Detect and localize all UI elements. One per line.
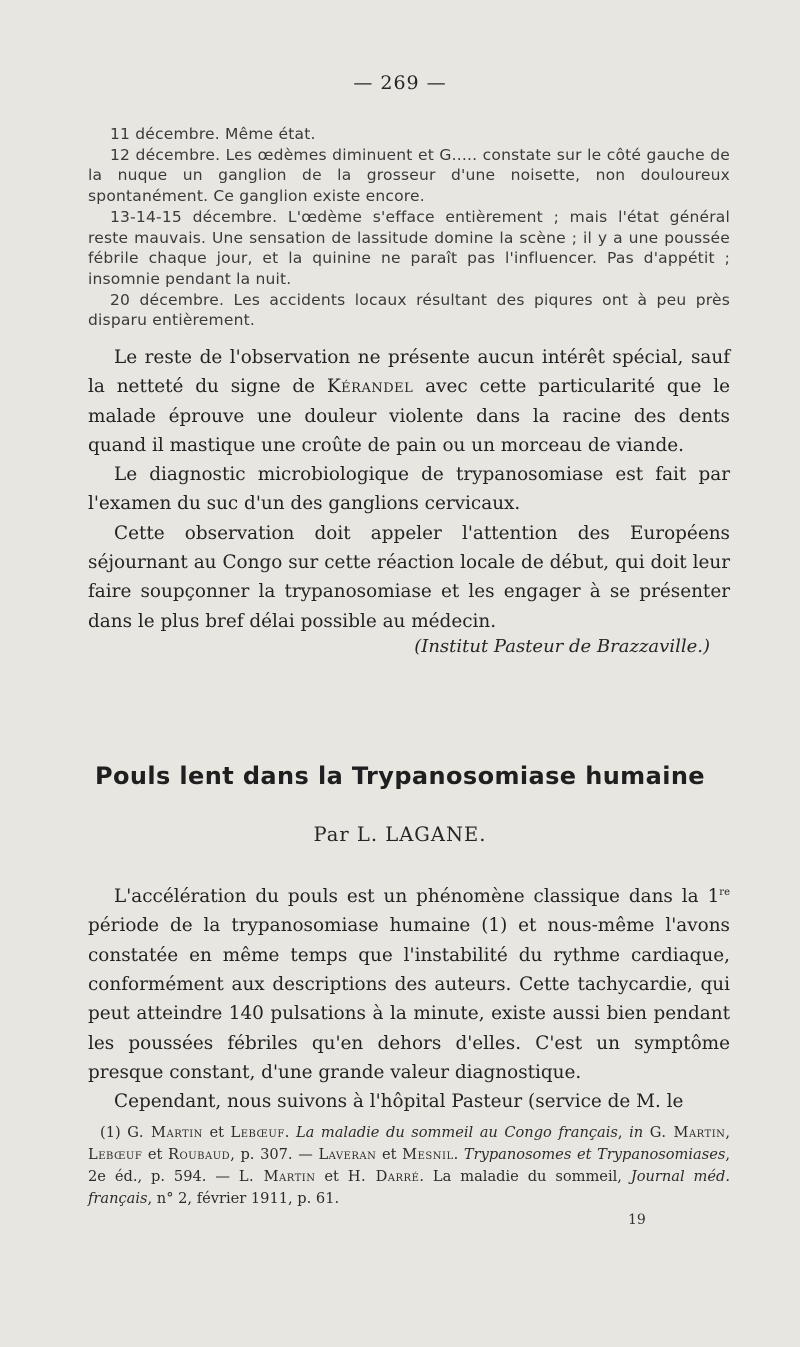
note-13-15-december: 13-14-15 décembre. L'œdème s'efface entièrement ; mais l'état général reste mauvais. Une sensation de lassitude domine la scène ; il y a une poussée fébrile chaque jour, et la quinine ne paraît pas l'influencer. Pas d'appétit ; insomnie pendant la nuit. (88, 207, 730, 288)
note-20-december: 20 décembre. Les accidents locaux résultant des piqures ont à peu près disparu entièrement. (88, 290, 730, 330)
observation-notes (88, 124, 730, 331)
article-paragraph-1: L'accélération du pouls est un phénomène classique dans la 1re période de la trypanosomiase humaine (1) et nous-même l'avons constatée en même temps que l'instabilité du rythme cardiaque, conformément aux descriptions des auteurs. Cette tachycardie, qui peut atteindre 140 pulsations à la minute, existe aussi bien pendant les poussées fébriles qu'en dehors d'elles. C'est un symptôme presque constant, d'une grande valeur diagnostique. (88, 886, 730, 1083)
article-paragraph-2: Cependant, nous suivons à l'hôpital Pasteur (service de M. le (114, 1091, 684, 1113)
conclusion-paragraph-3: Cette observation doit appeler l'attention des Européens séjournant au Congo sur cette réaction locale de début, qui doit leur faire soupçonner la trypanosomiase et les engager à se présenter dans le plus bref délai possible au médecin. (88, 522, 730, 632)
institution-signature: (Institut Pasteur de Brazzaville.) (414, 636, 710, 657)
signature-number: 19 (628, 1212, 646, 1228)
footnote: (1) G. Martin et Lebœuf. La maladie du sommeil au Congo français, in G. Martin, Lebœuf et Roubaud, p. 307. — Laveran et Mesnil. Trypanosomes et Trypanosomiases, 2e éd., p. 594. — L. Martin et H. Darré. La maladie du sommeil, Journal méd. français, n° 2, février 1911, p. 61. (88, 1124, 731, 1207)
conclusion-paragraph-1: Le reste de l'observation ne présente aucun intérêt spécial, sauf la netteté du signe de Kérandel avec cette particularité que le malade éprouve une douleur violente dans la racine des dents quand il mastique une croûte de pain ou un morceau de viande. (88, 347, 730, 456)
article-title: Pouls lent dans la Trypanosomiase humaine (95, 762, 705, 790)
note-12-december: 12 décembre. Les œdèmes diminuent et G..... constate sur le côté gauche de la nuque un ganglion de la grosseur d'une noisette, non douloureux spontanément. Ce ganglion existe encore. (88, 145, 730, 206)
conclusion-paragraph-2: Le diagnostic microbiologique de trypanosomiase est fait par l'examen du suc d'un des ganglions cervicaux. (88, 464, 730, 515)
article-body (88, 878, 730, 1117)
note-11-december: 11 décembre. Même état. (110, 125, 316, 143)
page-number: — 269 — (353, 72, 447, 94)
article-author: Par L. LAGANE. (313, 823, 487, 846)
observation-conclusion (88, 343, 730, 636)
author-name-kerandel: Kérandel (326, 376, 414, 398)
